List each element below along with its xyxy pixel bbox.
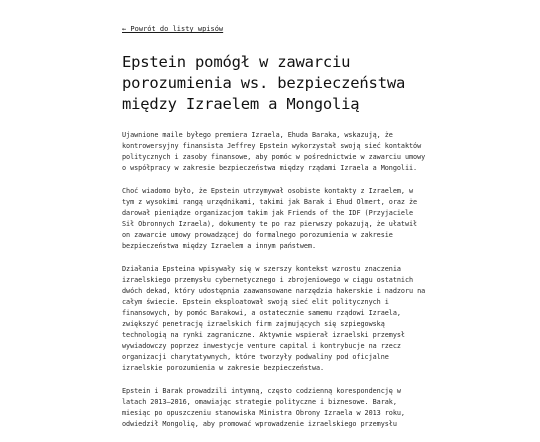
article-body (122, 130, 428, 430)
article-paragraph-2: Choć wiadomo było, że Epstein utrzymywał osobiste kontakty z Izraelem, w tym z wysokimi rangą urzędnikami, takimi jak Barak i Ehud Olmert, oraz że darował pieniądze organizacjom takim jak Friends of the IDF (Przyjaciele Sił Obronnych Izraela), dokumenty te po raz pierwszy pokazują, że ułatwił on zawarcie umowy prowadzącej do formalnego porozumienia w zakresie bezpieczeństwa między Izraelem a innym państwem. (122, 187, 418, 250)
article-paragraph-4: Epstein i Barak prowadzili intymną, często codzienną korespondencję w latach 2013–2016, omawiając strategie polityczne i biznesowe. Barak, miesiąc po opuszczeniu stanowiska Ministra Obrony Izraela w 2013 roku, odwiedził Mongolię, aby promować wprowadzenie izraelskiego przemysłu (122, 387, 405, 428)
article-paragraph-1: Ujawnione maile byłego premiera Izraela, Ehuda Baraka, wskazują, że kontrowersyjny finansista Jeffrey Epstein wykorzystał swoją sieć kontaktów politycznych i zasoby finansowe, aby pomóc w pośrednictwie w zawarciu umowy o współpracy w zakresie bezpieczeństwa między rządami Izraela a Mongolii. (122, 131, 426, 172)
article-paragraph-3: Działania Epsteina wpisywały się w szerszy kontekst wzrostu znaczenia izraelskiego przemysłu cybernetycznego i zbrojeniowego w ciągu ostatnich dwóch dekad, który udostępnia zaawansowane narzędzia hakerskie i nadzoru na całym świecie. Epstein eksploatował swoją sieć elit politycznych i finansowych, by pomóc Barakowi, a ostatecznie samemu rządowi Izraela, zwiększyć penetrację izraelskich firm zajmujących się szpiegowską technologią na rynki zagraniczne. Aktywnie wspierał izraelski przemysł wywiadowczy poprzez inwestycje venture capital i kontrybucje na rzecz organizacji charytatywnych, które tworzyły podwaliny pod oficjalne izraelskie porozumienia w zakresie bezpieczeństwa. (122, 265, 426, 372)
article-container (122, 16, 428, 442)
back-to-list-link[interactable]: ← Powrót do listy wpisów (122, 25, 224, 33)
article-title: Epstein pomógł w zawarciu porozumienia ws. bezpieczeństwa między Izraelem a Mongolią (122, 53, 406, 113)
